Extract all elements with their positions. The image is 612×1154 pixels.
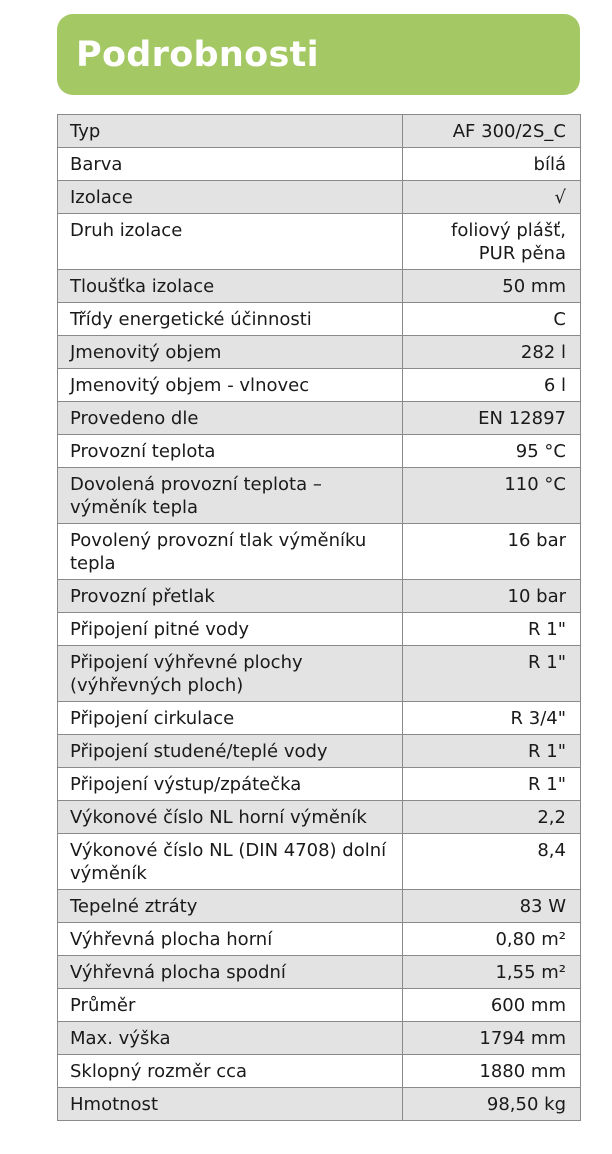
table-row <box>58 468 581 524</box>
spec-label: Povolený provozní tlak výměníku tepla <box>58 524 403 580</box>
spec-value: √ <box>403 181 581 214</box>
table-row <box>58 303 581 336</box>
table-row <box>58 524 581 580</box>
spec-label: Výhřevná plocha horní <box>58 923 403 956</box>
table-row <box>58 923 581 956</box>
details-header <box>57 14 580 95</box>
table-row <box>58 181 581 214</box>
table-row <box>58 768 581 801</box>
spec-label: Max. výška <box>58 1022 403 1055</box>
spec-value: 8,4 <box>403 834 581 890</box>
spec-label: Připojení pitné vody <box>58 613 403 646</box>
table-row <box>58 801 581 834</box>
spec-value: 6 l <box>403 369 581 402</box>
spec-value: 110 °C <box>403 468 581 524</box>
spec-label: Jmenovitý objem <box>58 336 403 369</box>
spec-value: 2,2 <box>403 801 581 834</box>
spec-label: Izolace <box>58 181 403 214</box>
spec-value: 50 mm <box>403 270 581 303</box>
table-row <box>58 402 581 435</box>
spec-label: Typ <box>58 115 403 148</box>
spec-label: Druh izolace <box>58 214 403 270</box>
table-row <box>58 1022 581 1055</box>
spec-value: 98,50 kg <box>403 1088 581 1121</box>
table-row <box>58 148 581 181</box>
spec-value: foliový plášť, PUR pěna <box>403 214 581 270</box>
spec-value: 600 mm <box>403 989 581 1022</box>
table-row <box>58 1088 581 1121</box>
spec-value: 1,55 m² <box>403 956 581 989</box>
spec-value: EN 12897 <box>403 402 581 435</box>
spec-label: Tloušťka izolace <box>58 270 403 303</box>
spec-label: Připojení cirkulace <box>58 702 403 735</box>
table-row <box>58 989 581 1022</box>
spec-value: R 1" <box>403 735 581 768</box>
spec-value: 95 °C <box>403 435 581 468</box>
spec-value: R 1" <box>403 768 581 801</box>
spec-label: Provozní teplota <box>58 435 403 468</box>
spec-label: Třídy energetické účinnosti <box>58 303 403 336</box>
table-row <box>58 956 581 989</box>
spec-label: Sklopný rozměr cca <box>58 1055 403 1088</box>
table-row <box>58 214 581 270</box>
spec-value: 10 bar <box>403 580 581 613</box>
specs-table <box>57 114 581 1121</box>
table-row <box>58 336 581 369</box>
spec-label: Hmotnost <box>58 1088 403 1121</box>
spec-label: Připojení výhřevné plochy (výhřevných ploch) <box>58 646 403 702</box>
spec-value: R 1" <box>403 646 581 702</box>
table-row <box>58 613 581 646</box>
spec-value: 282 l <box>403 336 581 369</box>
table-row <box>58 735 581 768</box>
spec-label: Připojení výstup/zpátečka <box>58 768 403 801</box>
spec-value: R 3/4" <box>403 702 581 735</box>
spec-label: Výhřevná plocha spodní <box>58 956 403 989</box>
spec-label: Připojení studené/teplé vody <box>58 735 403 768</box>
spec-label: Provozní přetlak <box>58 580 403 613</box>
table-row <box>58 115 581 148</box>
table-row <box>58 834 581 890</box>
table-row <box>58 646 581 702</box>
spec-label: Provedeno dle <box>58 402 403 435</box>
spec-label: Výkonové číslo NL (DIN 4708) dolní výměník <box>58 834 403 890</box>
table-row <box>58 1055 581 1088</box>
spec-label: Dovolená provozní teplota – výměník tepla <box>58 468 403 524</box>
table-row <box>58 369 581 402</box>
spec-label: Jmenovitý objem - vlnovec <box>58 369 403 402</box>
table-row <box>58 435 581 468</box>
spec-label: Výkonové číslo NL horní výměník <box>58 801 403 834</box>
spec-value: 1880 mm <box>403 1055 581 1088</box>
spec-value: AF 300/2S_C <box>403 115 581 148</box>
table-row <box>58 270 581 303</box>
table-row <box>58 580 581 613</box>
spec-value: 16 bar <box>403 524 581 580</box>
spec-label: Průměr <box>58 989 403 1022</box>
spec-label: Barva <box>58 148 403 181</box>
table-row <box>58 702 581 735</box>
spec-value: 0,80 m² <box>403 923 581 956</box>
spec-value: 1794 mm <box>403 1022 581 1055</box>
table-row <box>58 890 581 923</box>
spec-value: bílá <box>403 148 581 181</box>
spec-value: C <box>403 303 581 336</box>
spec-label: Tepelné ztráty <box>58 890 403 923</box>
spec-value: 83 W <box>403 890 581 923</box>
page-title: Podrobnosti <box>76 34 319 75</box>
spec-value: R 1" <box>403 613 581 646</box>
